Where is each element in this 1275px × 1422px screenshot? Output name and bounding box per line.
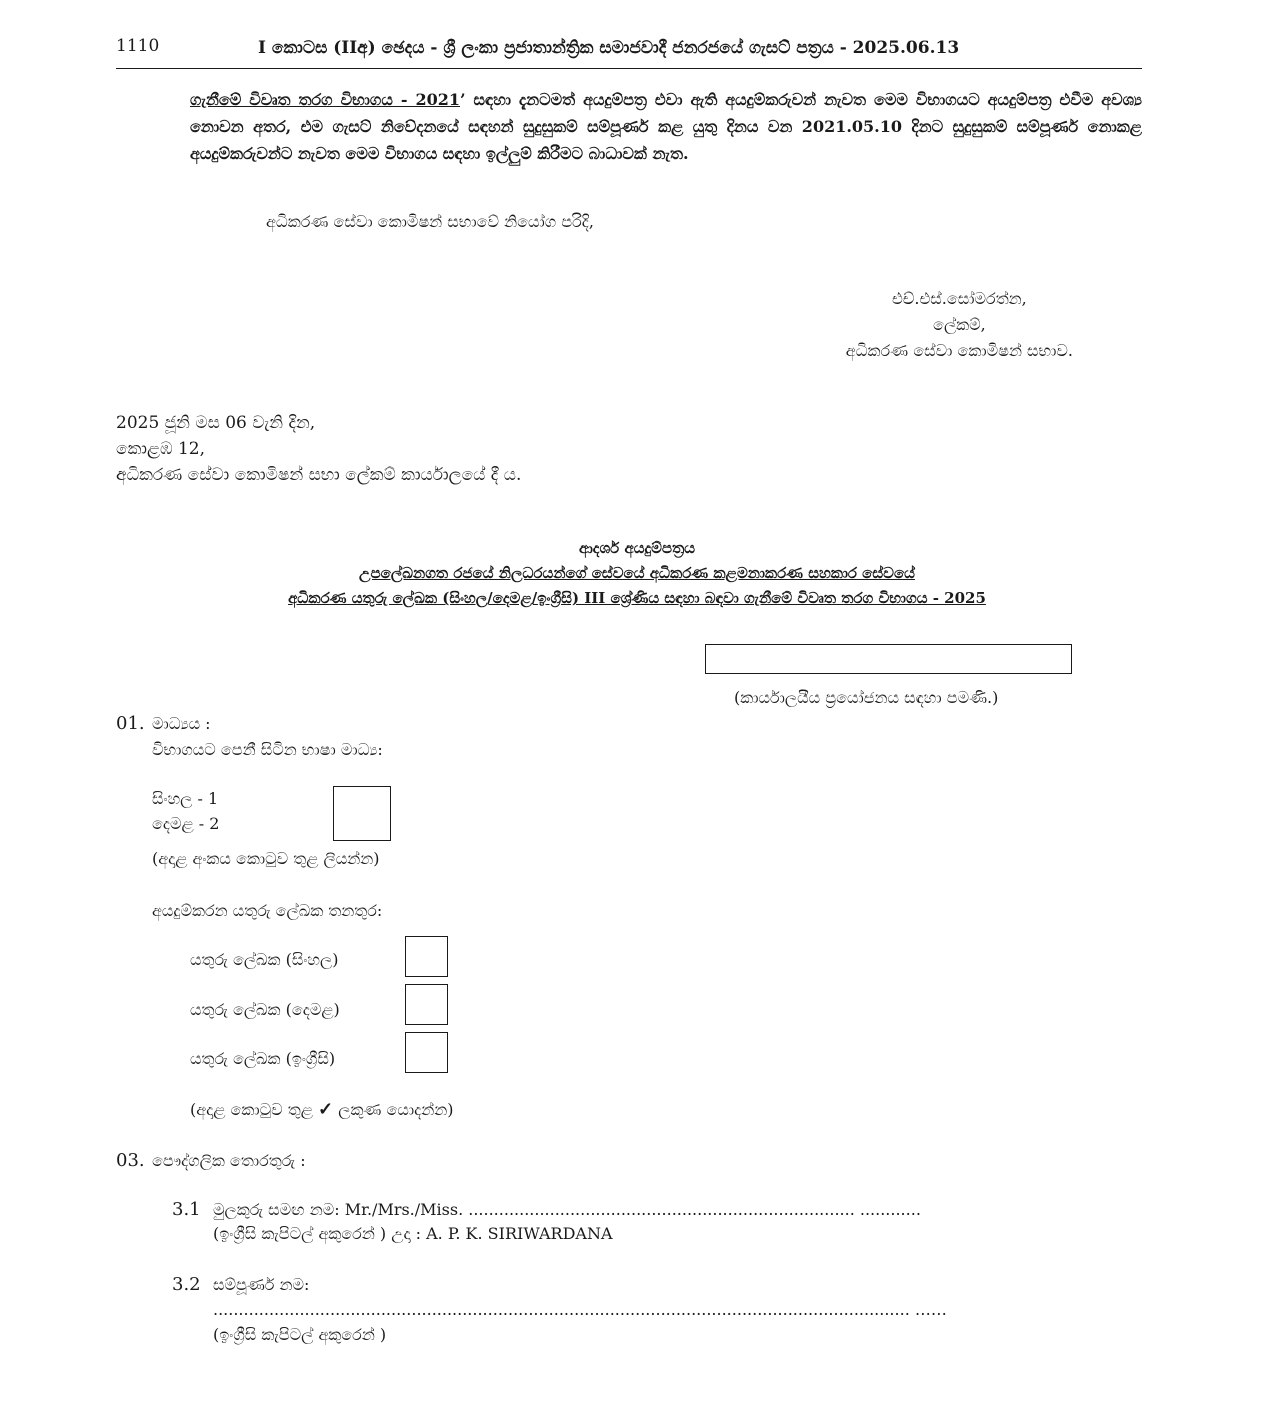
post-option-sinhala: යතුරු ලේඛක (සිංහල) <box>190 950 339 969</box>
medium-option-sinhala: සිංහල - 1 <box>152 789 219 808</box>
signatory-role: ලේකම්, <box>933 315 986 334</box>
post-english-checkbox[interactable] <box>405 1032 448 1073</box>
date-block <box>116 410 521 488</box>
form-title <box>190 536 1084 611</box>
section01-label: මාධ්‍යය : <box>152 714 211 733</box>
intro-paragraph <box>190 86 1142 167</box>
post-option-tamil: යතුරු ලේඛක (දෙමළ) <box>190 1000 340 1019</box>
gazette-header-title: I කොටස (IIඅ) ඡෙදය - ශ්‍රී ලංකා ප්‍රජාතාන්ත්‍රික සමාජවාදී ජනරජයේ ගැසට් පත්‍රය - 2025.06.13 <box>258 38 960 58</box>
header-rule <box>116 68 1142 69</box>
intro-text: ’ සඳහා දැනටමත් අයදුම්පත්‍ර එවා ඇති අයදුම්කරුවන් නැවත මෙම විභාගයට අයදුම්පත්‍ර එවීම අවශ්‍ය නොවන අතර, එම ගැසට් නිවේදනයේ සඳහන් සුදුසුකම් සම්පූර්ණ කළ යුතු දිනය වන 2021.05.10 දිනට සුදුසුකම් සම්පූර්ණ නොකළ අයදුම්කරුවන්ට නැවත මෙම විභාගය සඳහා ඉල්ලුම් කිරීමට බාධාවක් නැත. <box>190 90 1143 163</box>
section01-sublabel: විභාගයට පෙනී සිටින භාෂා මාධ්‍ය: <box>152 740 383 759</box>
signatory-name: එච්.එස්.සෝමරත්න, <box>892 289 1027 308</box>
full-name-note: (ඉංග්‍රීසි කැපිටල් අකුරෙන් ) <box>213 1325 387 1344</box>
full-name-field[interactable]: ......................................................................................................................................... …… <box>213 1300 947 1319</box>
form-title-line2: උපලේඛනගත රජයේ නිලධරයන්ගේ සේවයේ අධිකරණ කළමනාකරණ සහකාර සේවයේ <box>359 564 915 582</box>
post-sinhala-checkbox[interactable] <box>405 936 448 977</box>
office-use-label: (කාර්යාලයීය ප්‍රයෝජනය සඳහා පමණි.) <box>734 688 999 707</box>
initials-name-note: (ඉංග්‍රීසි කැපිටල් අකුරෙන් ) උදා : A. P. K. SIRIWARDANA <box>213 1224 613 1243</box>
form-title-line3: අධිකරණ යතුරු ලේඛක (සිංහල/දෙමළ/ඉංග්‍රීසි) III ශ්‍රේණිය සඳහා බඳවා ගැනීමේ විවෘත තරග විභාගය - 2025 <box>288 589 986 607</box>
office-use-box[interactable] <box>705 644 1072 674</box>
office-line: අධිකරණ සේවා කොමිෂන් සභා ලේකම් කාර්යාලයේ දී ය. <box>116 465 522 485</box>
signature-block <box>846 286 1073 364</box>
date-line: 2025 ජූනි මස 06 වැනි දින, <box>116 413 316 433</box>
post-instruction <box>190 1099 453 1120</box>
item32-number: 3.2 <box>172 1274 201 1295</box>
post-option-english: යතුරු ලේඛක (ඉංග්‍රීසි) <box>190 1049 336 1068</box>
medium-option-tamil: දෙමළ - 2 <box>152 814 220 833</box>
check-mark-icon: ✓ <box>318 1099 334 1120</box>
form-title-line1: ආදර්ශ අයදුම්පත්‍රය <box>578 539 696 557</box>
full-name-label: සම්පූර්ණ නම: <box>213 1275 310 1294</box>
page-number: 1110 <box>116 36 160 56</box>
section03-label: පෞද්ගලික තොරතුරු : <box>152 1151 306 1170</box>
medium-input-box[interactable] <box>333 786 391 841</box>
order-line: අධිකරණ සේවා කොමිෂන් සභාවේ නියෝග පරිදි, <box>266 212 594 231</box>
medium-instruction: (අදාළ අංකය කොටුව තුළ ලියන්න) <box>152 849 380 868</box>
intro-underlined-text: ගැනීමේ විවෘත තරග විභාගය - 2021 <box>190 90 460 109</box>
signatory-org: අධිකරණ සේවා කොමිෂන් සභාව. <box>845 341 1073 360</box>
post-label: අයදුම්කරන යතුරු ලේඛක තනතුර: <box>152 901 383 920</box>
section03-number: 03. <box>116 1150 145 1171</box>
post-instruction-after: ලකුණ යොදන්න) <box>338 1100 454 1119</box>
place-line: කොළඹ 12, <box>116 439 205 459</box>
post-instruction-before: (අදාළ කොටුව තුළ <box>190 1100 313 1119</box>
item31-number: 3.1 <box>172 1199 201 1220</box>
post-tamil-checkbox[interactable] <box>405 984 448 1025</box>
initials-name-field[interactable]: මුලකුරු සමඟ නම: Mr./Mrs./Miss. ............................................................................ ............ <box>213 1200 921 1219</box>
section01-number: 01. <box>116 713 145 734</box>
